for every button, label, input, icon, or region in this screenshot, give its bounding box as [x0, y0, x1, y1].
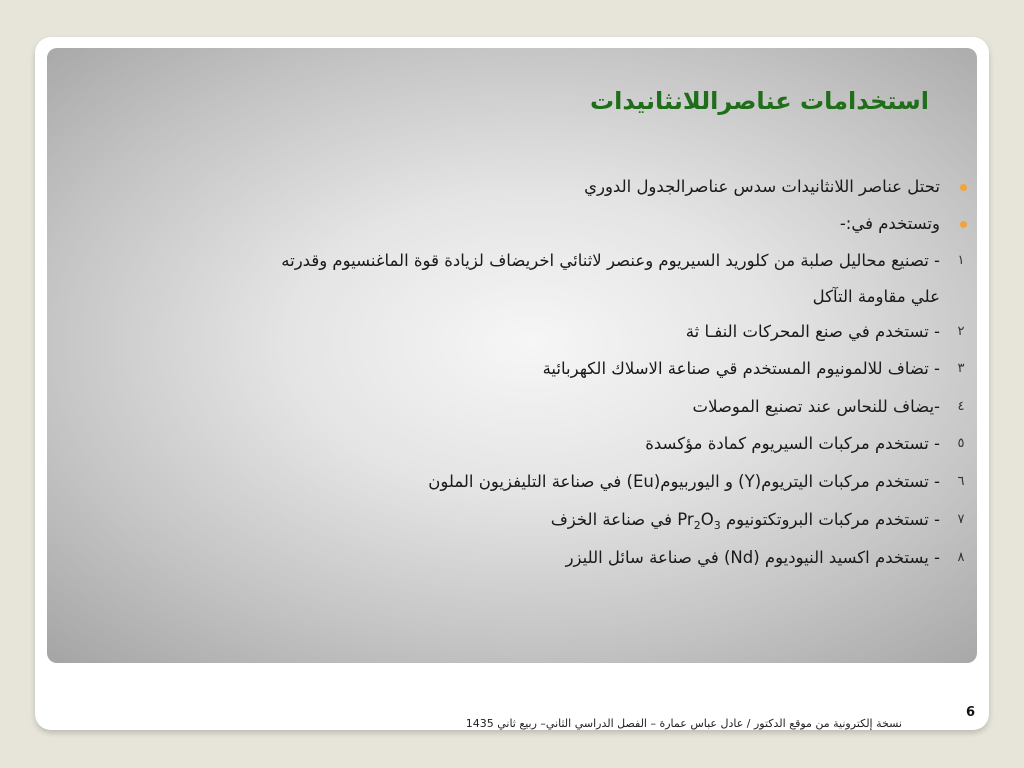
- formula-subscript: 2: [693, 519, 701, 532]
- list-item-text: في صناعة الخزف: [550, 510, 678, 529]
- slide-title: استخدامات عناصراللانثانيدات: [590, 87, 929, 115]
- bullet-item: تحتل عناصر اللانثانيدات سدس عناصرالجدول الدوري: [584, 177, 940, 196]
- list-item-continuation: علي مقاومة التآكل: [812, 287, 940, 306]
- list-item: -يضاف للنحاس عند تصنيع الموصلات: [692, 397, 940, 416]
- list-item: - تستخدم في صنع المحركات النفـا ثة: [685, 322, 940, 341]
- list-item: - تضاف للالمونيوم المستخدم قي صناعة الاسلاك الكهربائية: [542, 359, 940, 378]
- footer-text: نسخة إلكترونية من موقع الدكتور / عادل عباس عمارة – الفصل الدراسي الثاني– ربيع ثاني 1435: [465, 717, 902, 730]
- formula-element: Pr: [677, 510, 694, 529]
- page-number: 6: [965, 705, 975, 720]
- list-item: - يستخدم اكسيد النيوديوم (Nd) في صناعة سائل الليزر: [565, 548, 940, 567]
- list-item: - تستخدم مركبات السيريوم كمادة مؤكسدة: [645, 434, 940, 453]
- bullet-item: وتستخدم في:-: [839, 214, 940, 233]
- list-number: ٢: [957, 324, 965, 339]
- list-number: ٤: [957, 399, 965, 414]
- list-number: ١: [957, 253, 965, 268]
- list-number: ٧: [957, 512, 965, 527]
- list-number: ٣: [957, 361, 965, 376]
- content-panel: [47, 48, 977, 663]
- bullet-dot-icon: [960, 184, 967, 191]
- formula-subscript: 3: [713, 519, 721, 532]
- list-number: ٨: [957, 550, 965, 565]
- list-item: [80, 508, 940, 532]
- list-number: ٦: [957, 474, 965, 489]
- chemical-formula: [677, 510, 721, 532]
- bullet-dot-icon: [960, 221, 967, 228]
- list-item: - تصنيع محاليل صلبة من كلوريد السيريوم وعنصر لاثنائي اخريضاف لزيادة قوة الماغنسيوم وقدرته: [281, 251, 940, 270]
- list-item-text: - تستخدم مركبات البروتكتونيوم: [720, 510, 940, 529]
- list-number: ٥: [957, 436, 965, 451]
- list-item: - تستخدم مركبات اليتريوم(Y) و اليوربيوم(Eu) في صناعة التليفزيون الملون: [428, 472, 940, 491]
- formula-element: O: [700, 510, 714, 529]
